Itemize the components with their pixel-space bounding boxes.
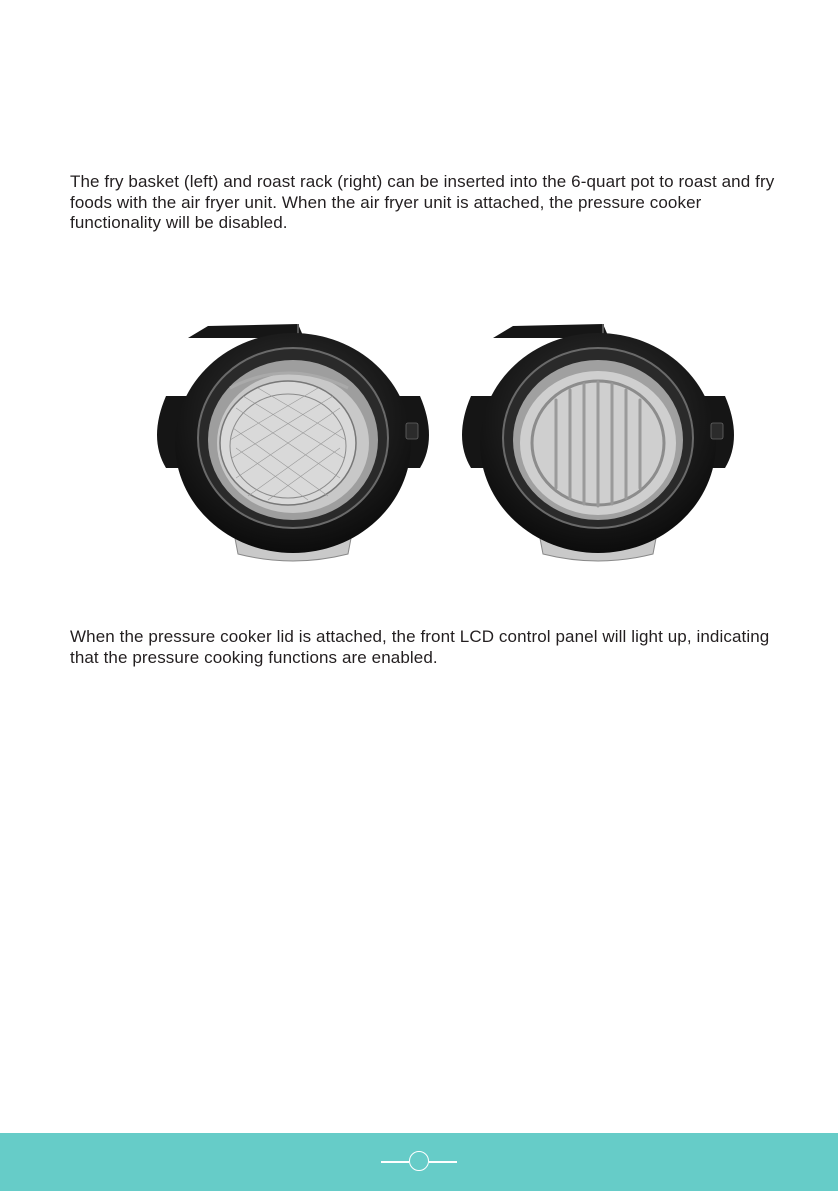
intro-paragraph: The fry basket (left) and roast rack (right) can be inserted into the 6-quart pot to roast and fry foods with the air fryer unit. When the air fryer unit is attached, the pressure cooker functionality will be disabled. <box>70 172 775 232</box>
page-footer-band <box>0 1133 838 1191</box>
footer-rule-left <box>381 1161 409 1163</box>
page-marker-icon <box>409 1151 429 1171</box>
lid-paragraph: When the pressure cooker lid is attached, the front LCD control panel will light up, indicating that the pressure cooking functions are enabled. <box>70 627 770 667</box>
cooker-with-fry-basket-icon <box>148 318 438 563</box>
footer-rule-right <box>429 1161 457 1163</box>
cooker-with-roast-rack-icon <box>453 318 743 563</box>
